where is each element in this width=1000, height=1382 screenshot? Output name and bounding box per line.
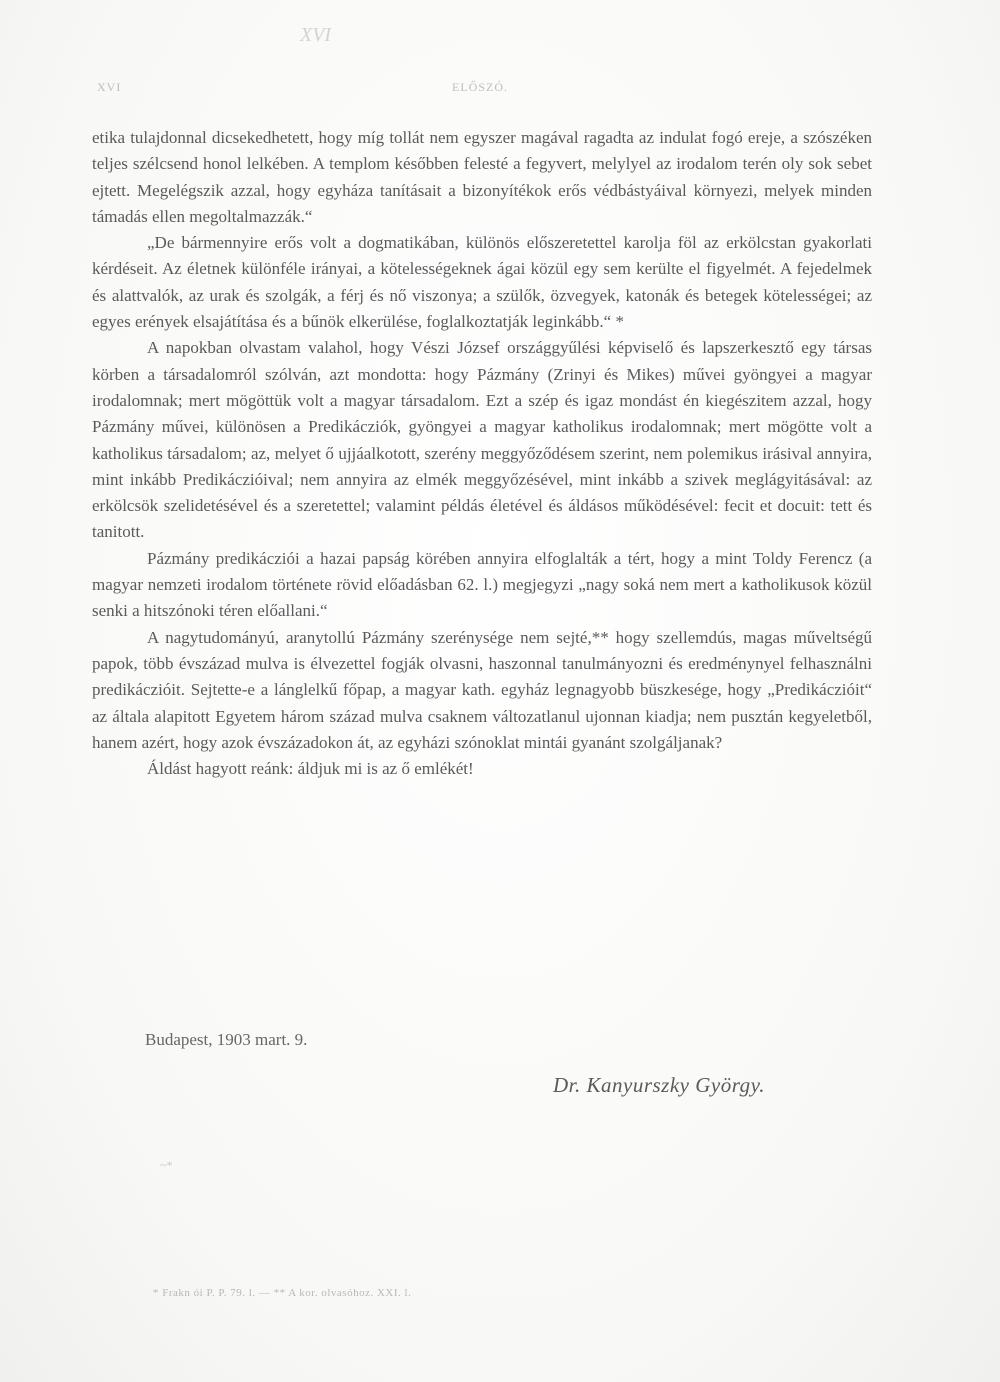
printer-mark: ~*: [160, 1158, 173, 1172]
body-text: [92, 125, 872, 782]
page-number: XVI: [97, 80, 122, 94]
paragraph-3: A napokban olvastam valahol, hogy Vészi József országgyűlési képviselő és lapszerkesztő egy társas körben a társadalomról szólván, azt mondotta: hogy Pázmány (Zrinyi és Mikes) művei gyöngyei a magyar irodalomnak; mert mögöttük volt a magyar társadalom. Ezt a szép és igaz mondást én kiegészitem azzal, hogy Pázmány művei, különösen a Predikácziók, gyöngyei a magyar katholikus irodalomnak; mert mögötte volt a katholikus társadalom; az, melyet ő ujjáalkotott, szerény meggyőződésem szerint, nem polemikus irásival annyira, mint inkább Predikáczióival; nem annyira az elmék meggyőzésével, mint inkább a szivek meglágyitásával: az erkölcsök szelidetésével és a szeretettel; valamint példás életével és áldásos működésével: fecit et docuit: tett és tanitott.: [92, 338, 872, 542]
running-head: [0, 80, 1000, 100]
paragraph-6: Áldást hagyott reánk: áldjuk mi is az ő emlékét!: [147, 759, 474, 779]
date-line: Budapest, 1903 mart. 9.: [145, 1030, 308, 1049]
signature: Dr. Kanyurszky György.: [553, 1073, 766, 1097]
footnote: * Frakn ói P. P. 79. l. — ** A kor. olvasóhoz. XXI. l.: [153, 1287, 412, 1299]
paragraph-2: „De bármennyire erős volt a dogmatikában, különös előszeretettel karolja föl az erkölcstan gyakorlati kérdéseit. Az életnek különféle irányai, a kötelességeknek ágai közül egy sem kerülte el figyelmét. A fejedelmek és alattvalók, az urak és szolgák, a férj és nő viszonya; a szülők, özvegyek, katonák és betegek kötelességei; az egyes erények elsajátítása és a bűnök elkerülése, foglalkoztatják leginkább.“ *: [92, 233, 872, 332]
section-title: ELŐSZÓ.: [452, 80, 508, 94]
paragraph-4: Pázmány predikácziói a hazai papság körében annyira elfoglalták a tért, hogy a mint Toldy Ferencz (a magyar nemzeti irodalom története rövid előadásban 62. l.) megjegyzi „nagy soká nem mert a katholikusok közül senki a hitszónoki téren előallani.“: [92, 548, 872, 621]
folio-number: XVI: [300, 24, 332, 46]
paragraph-1: etika tulajdonnal dicsekedhetett, hogy míg tollát nem egyszer magával ragadta az indulat fogó ereje, a szószéken teljes szélcsend honol lelkében. A templom későbben felesté a fegyvert, melylyel az irodalom terén oly sok sebet ejtett. Megelégszik azzal, hogy egyháza tanításait a bizonyítékok erős védbástyáival környezi, melyek minden támadás ellen megoltalmazzák.“: [92, 128, 872, 226]
paragraph-5: A nagytudományú, aranytollú Pázmány szerénysége nem sejté,** hogy szellemdús, magas műveltségű papok, több évszázad mulva is élvezettel fogják olvasni, haszonnal tanulmányozni és eredménynyel felhasználni predikáczióit. Sejtette-e a lánglelkű főpap, a magyar kath. egyház legnagyobb büszkesége, hogy „Predikáczióit“ az általa alapitott Egyetem három század mulva csaknem változatlanul ujonnan kiadja; nem pusztán kegyeletből, hanem azért, hogy azok évszázadokon át, az egyházi szónoklat mintái gyanánt szolgáljanak?: [92, 627, 872, 752]
